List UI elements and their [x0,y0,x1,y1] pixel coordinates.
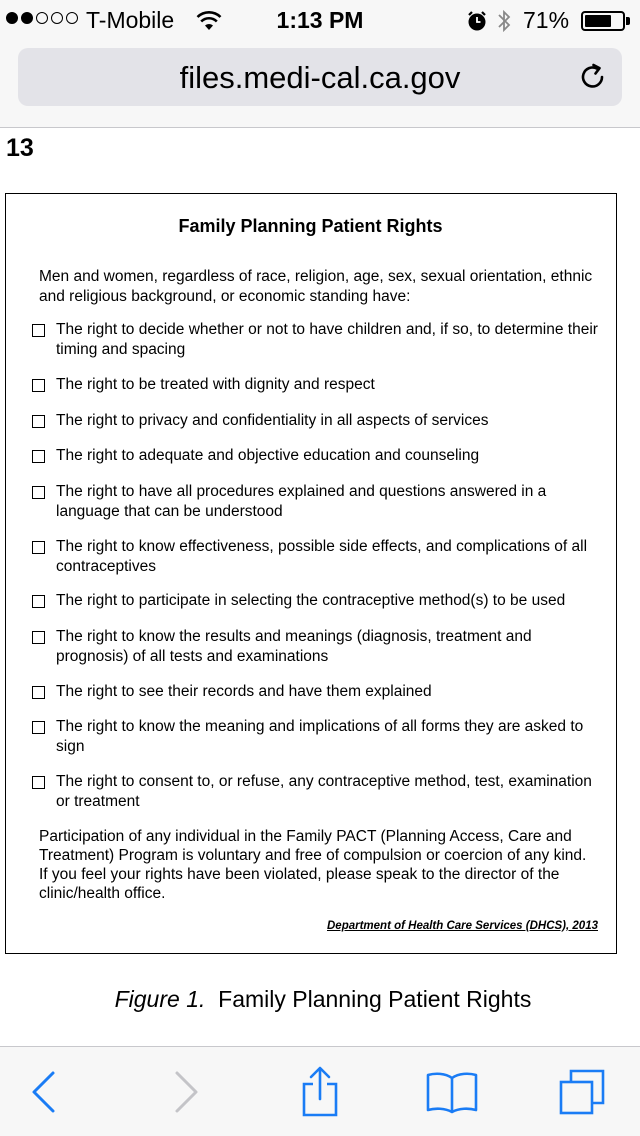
patient-rights-box [5,193,617,954]
tabs-button[interactable] [542,1047,622,1136]
share-button[interactable] [280,1047,360,1136]
right-text: The right to consent to, or refuse, any contraceptive method, test, examination or treatment [56,773,592,810]
forward-button[interactable] [146,1047,226,1136]
checkbox-icon [32,415,45,428]
bluetooth-icon [496,8,512,34]
book-icon[interactable] [425,1070,479,1114]
chevron-right-icon[interactable] [171,1070,201,1114]
right-text: The right to participate in selecting the contraceptive method(s) to be used [56,592,566,609]
battery-tip [626,17,630,25]
battery-icon [581,11,625,31]
carrier-name: T-Mobile [86,7,175,33]
intro-paragraph: Men and women, regardless of race, religion, age, sex, sexual orientation, ethnic and religious background, or economic standing have: [39,268,593,305]
right-text: The right to be treated with dignity and respect [56,376,375,393]
caption-text: Family Planning Patient Rights [218,986,532,1012]
browser-top-bar [0,0,640,128]
checkbox-icon [32,721,45,734]
right-text: The right to know effectiveness, possible side effects, and complications of all contraceptives [56,538,588,575]
checkbox-icon [32,450,45,463]
right-text: The right to have all procedures explained and questions answered in a language that can be understood [56,483,547,520]
dhcs-credit: Department of Health Care Services (DHCS), 2013 [327,920,598,932]
tabs-icon[interactable] [558,1068,606,1116]
battery-percent: 71% [523,7,570,33]
figure-caption [0,986,640,1013]
address-bar[interactable] [18,48,622,106]
right-text: The right to adequate and objective education and counseling [56,447,480,464]
checkbox-icon [32,486,45,499]
checkbox-icon [32,631,45,644]
right-text: The right to know the results and meanings (diagnosis, treatment and prognosis) of all tests and examinations [56,628,532,665]
checkbox-icon [32,379,45,392]
right-text: The right to know the meaning and implications of all forms they are asked to sign [56,718,584,755]
box-title: Family Planning Patient Rights [178,216,443,236]
right-text: The right to see their records and have them explained [56,683,432,700]
reload-icon[interactable] [578,62,608,92]
status-bar [0,0,640,40]
checkbox-icon [32,324,45,337]
right-text: The right to decide whether or not to have children and, if so, to determine their timing and spacing [56,321,598,358]
page-number: 13 [6,134,34,162]
checkbox-icon [32,776,45,789]
battery-level [585,15,611,27]
back-button[interactable] [4,1047,84,1136]
chevron-left-icon[interactable] [29,1070,59,1114]
right-text: The right to privacy and confidentiality in all aspects of services [56,412,489,429]
participation-paragraph: Participation of any individual in the Family PACT (Planning Access, Care and Treatment) Program is voluntary and free of compulsion or coercion of any kind. If you feel your rights have been violated, please speak to the director of the clinic/health office. [39,828,587,902]
caption-label: Figure 1. [114,986,206,1012]
clock: 1:13 PM [276,7,364,33]
bookmarks-button[interactable] [412,1047,492,1136]
alarm-icon [466,10,488,32]
share-icon[interactable] [300,1066,340,1118]
checkbox-icon [32,686,45,699]
browser-toolbar [0,1046,640,1136]
checkbox-icon [32,541,45,554]
checkbox-icon [32,595,45,608]
url-text[interactable]: files.medi-cal.ca.gov [179,60,461,95]
